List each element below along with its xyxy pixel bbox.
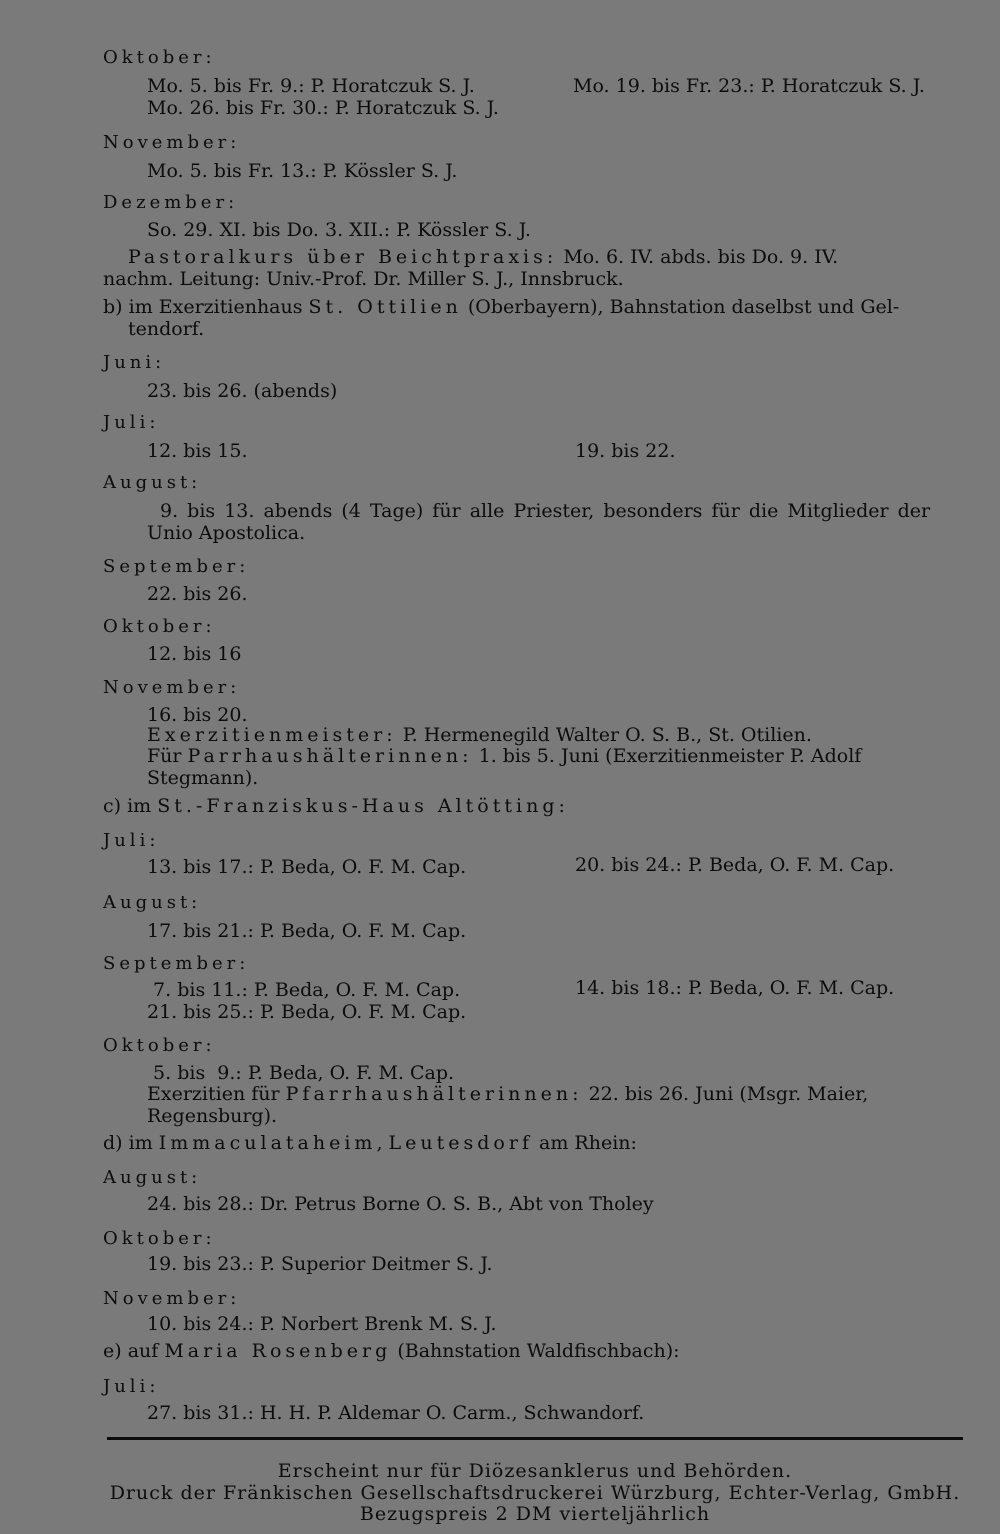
schedule-entry: Mo. 26. bis Fr. 30.: P. Horatczuk S. J. [147, 97, 499, 119]
schedule-entry: 12. bis 15. [147, 440, 248, 462]
schedule-entry: 27. bis 31.: H. H. P. Aldemar O. Carm., Schwandorf. [147, 1402, 645, 1424]
month-heading: August: [103, 472, 202, 493]
place-name: Maria Rosenberg [164, 1340, 392, 1362]
schedule-entry: 21. bis 25.: P. Beda, O. F. M. Cap. [147, 1001, 467, 1023]
month-heading: August: [103, 892, 202, 913]
place-name: Immaculataheim [158, 1132, 377, 1154]
month-heading: November: [103, 677, 241, 698]
month-heading: Dezember: [103, 192, 239, 213]
retreat-master-text: P. Hermenegild Walter O. S. B., St. Otilien. [396, 724, 812, 746]
month-heading: August: [103, 1167, 202, 1188]
section-prefix: d) im [103, 1132, 159, 1154]
month-heading: Juli: [103, 830, 160, 851]
schedule-entry: 12. bis 16 [147, 643, 242, 665]
section-prefix: c) im [103, 795, 158, 817]
month-heading: September: [103, 953, 250, 974]
schedule-entry: 19. bis 23.: P. Superior Deitmer S. J. [147, 1253, 493, 1275]
schedule-entry: 20. bis 24.: P. Beda, O. F. M. Cap. [575, 854, 895, 876]
housekeeper-retreat [147, 1083, 868, 1105]
schedule-entry: 5. bis 9.: P. Beda, O. F. M. Cap. [147, 1062, 455, 1084]
schedule-entry: Mo. 5. bis Fr. 9.: P. Horatczuk S. J. [147, 75, 475, 97]
section-rest: (Oberbayern), Bahnstation daselbst und Gel- [461, 296, 900, 318]
schedule-entry: Mo. 19. bis Fr. 23.: P. Horatczuk S. J. [573, 75, 925, 97]
section-rest: (Bahnstation Waldfischbach): [391, 1340, 680, 1362]
place-name: St. Ottilien [308, 296, 462, 318]
retreat-master-label: Exerzitienmeister: [147, 724, 397, 746]
pastoral-dates: Mo. 6. IV. abds. bis Do. 9. IV. [557, 246, 839, 268]
housekeeper-retreat-continued: Stegmann). [147, 767, 259, 789]
housekeeper-label: Parrhaushälterinnen: [187, 745, 473, 767]
month-heading: November: [103, 1288, 241, 1309]
footer-line: Erscheint nur für Diözesanklerus und Behörden. [277, 1460, 793, 1482]
text-prefix: Exerzitien für [147, 1083, 286, 1105]
section-b-heading [103, 296, 899, 318]
place-name: St.-Franziskus-Haus Altötting: [157, 795, 569, 817]
month-heading: Oktober: [103, 1035, 216, 1056]
schedule-entry: Unio Apostolica. [147, 522, 306, 544]
schedule-entry: 9. bis 13. abends (4 Tage) für alle Priester, besonders für die Mitglieder der [160, 500, 931, 522]
schedule-entry: 16. bis 20. [147, 704, 248, 726]
housekeeper-retreat [147, 745, 861, 767]
section-c-heading [103, 795, 569, 817]
month-heading: November: [103, 132, 241, 153]
housekeeper-text: 22. bis 26. Juni (Msgr. Maier, [582, 1083, 869, 1105]
place-name: Leutesdorf [388, 1132, 533, 1154]
housekeeper-label: Pfarrhaushälterinnen: [285, 1083, 583, 1105]
schedule-entry: 7. bis 11.: P. Beda, O. F. M. Cap. [147, 979, 461, 1001]
section-prefix: b) im Exerzitienhaus [103, 296, 309, 318]
section-d-heading [103, 1132, 637, 1154]
footer-line: Bezugspreis 2 DM vierteljährlich [359, 1503, 711, 1525]
schedule-entry: 19. bis 22. [575, 440, 676, 462]
section-prefix: e) auf [103, 1340, 165, 1362]
separator: , [376, 1132, 389, 1154]
schedule-entry: 17. bis 21.: P. Beda, O. F. M. Cap. [147, 920, 467, 942]
month-heading: Oktober: [103, 1228, 216, 1249]
text-prefix: Für [147, 745, 188, 767]
schedule-entry: So. 29. XI. bis Do. 3. XII.: P. Kössler S. J. [147, 219, 531, 241]
retreat-master [147, 724, 812, 746]
month-heading: Juni: [103, 352, 166, 373]
schedule-entry: 13. bis 17.: P. Beda, O. F. M. Cap. [147, 856, 467, 878]
section-rest: am Rhein: [532, 1132, 637, 1154]
month-heading: Juli: [103, 1376, 160, 1397]
housekeeper-retreat-continued: Regensburg). [147, 1105, 278, 1127]
footer-line: Druck der Fränkischen Gesellschaftsdruckerei Würzburg, Echter-Verlag, GmbH. [109, 1482, 961, 1504]
schedule-entry: 23. bis 26. (abends) [147, 380, 338, 402]
schedule-entry: 24. bis 28.: Dr. Petrus Borne O. S. B., Abt von Tholey [147, 1193, 654, 1215]
pastoral-course [128, 246, 838, 268]
month-heading: Oktober: [103, 616, 216, 637]
pastoral-label: Pastoralkurs über Beichtpraxis: [128, 246, 558, 268]
schedule-entry: Mo. 5. bis Fr. 13.: P. Kössler S. J. [147, 160, 458, 182]
schedule-entry: 10. bis 24.: P. Norbert Brenk M. S. J. [147, 1313, 497, 1335]
schedule-entry: 22. bis 26. [147, 583, 248, 605]
housekeeper-text: 1. bis 5. Juni (Exerzitienmeister P. Adolf [472, 745, 862, 767]
section-e-heading [103, 1340, 680, 1362]
footer-rule [107, 1437, 963, 1440]
pastoral-leader: nachm. Leitung: Univ.-Prof. Dr. Miller S. J., Innsbruck. [103, 268, 624, 290]
month-heading: Juli: [103, 412, 160, 433]
section-b-continued: tendorf. [128, 318, 205, 340]
schedule-entry: 14. bis 18.: P. Beda, O. F. M. Cap. [575, 977, 895, 999]
month-heading: September: [103, 556, 250, 577]
month-heading: Oktober: [103, 47, 216, 68]
